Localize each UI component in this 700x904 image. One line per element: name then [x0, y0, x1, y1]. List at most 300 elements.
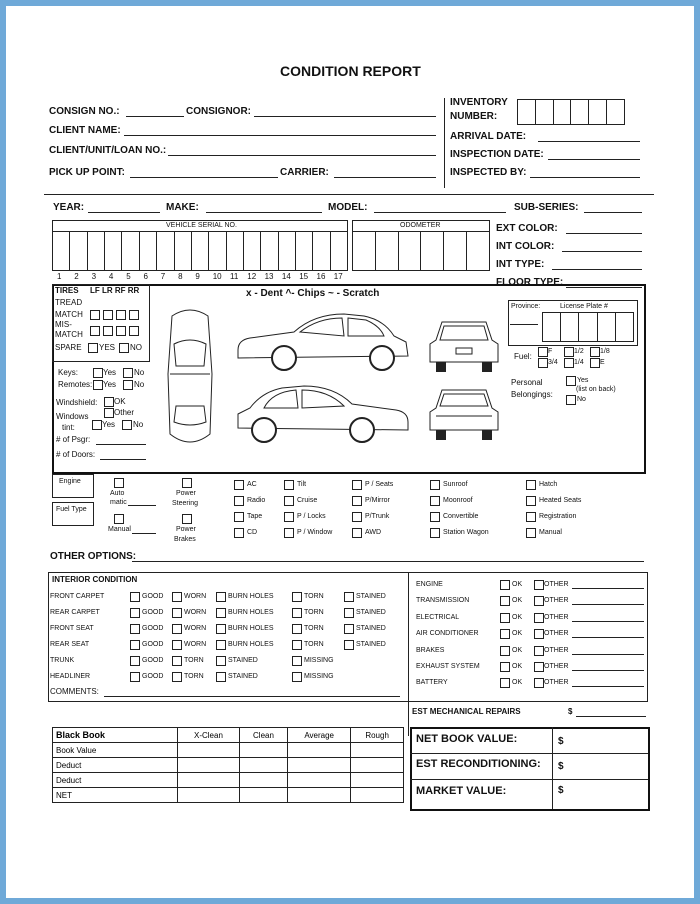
spare-yes-label: YES	[99, 343, 116, 352]
option-checkbox[interactable]	[284, 496, 294, 506]
spare-yes-checkbox[interactable]	[88, 343, 98, 353]
fuel-e-label: E	[600, 359, 605, 366]
page-title: CONDITION REPORT	[280, 63, 421, 79]
interior-option-label: BURN HOLES	[228, 609, 274, 616]
windshield-other-checkbox[interactable]	[104, 408, 114, 418]
sub-series-field[interactable]	[584, 212, 642, 213]
power-brakes-checkbox[interactable]	[182, 514, 192, 524]
tint-no-checkbox[interactable]	[122, 420, 132, 430]
interior-checkbox[interactable]	[172, 656, 182, 666]
fuel-f-label: F	[548, 348, 553, 355]
psgr-field[interactable]	[96, 444, 146, 445]
serial-number-label: 14	[281, 272, 291, 281]
fuel-34-label: 3/4	[548, 359, 558, 366]
interior-checkbox[interactable]	[172, 608, 182, 618]
matic-label: matic	[110, 499, 127, 506]
belongings-yes-checkbox[interactable]	[566, 376, 576, 386]
inspected-by-field[interactable]	[530, 177, 640, 178]
match-label: MATCH	[55, 310, 83, 319]
bb-cell[interactable]	[178, 743, 240, 758]
interior-option-label: GOOD	[142, 593, 164, 600]
pick-up-point-field[interactable]	[130, 177, 278, 178]
fuel-half-label: 1/2	[574, 348, 584, 355]
tint-yes-checkbox[interactable]	[92, 420, 102, 430]
serial-number-label: 13	[264, 272, 274, 281]
odometer-boxes[interactable]	[352, 231, 490, 271]
auto-checkbox[interactable]	[114, 478, 124, 488]
option-checkbox[interactable]	[234, 496, 244, 506]
match-rr-checkbox[interactable]	[129, 310, 139, 320]
manual-label: Manual	[108, 526, 131, 533]
bb-cell[interactable]	[239, 788, 287, 803]
mechanical-other-checkbox[interactable]	[534, 662, 544, 672]
bb-cell[interactable]	[351, 773, 404, 788]
interior-checkbox[interactable]	[216, 656, 226, 666]
client-unit-loan-field[interactable]	[168, 155, 436, 156]
mechanical-ok-label: OK	[512, 613, 523, 621]
ext-color-field[interactable]	[566, 233, 642, 234]
option-checkbox[interactable]	[352, 480, 362, 490]
option-checkbox[interactable]	[430, 528, 440, 538]
option-checkbox[interactable]	[526, 512, 536, 522]
fuel-label: Fuel:	[514, 352, 532, 361]
mechanical-ok-label: OK	[512, 630, 523, 638]
interior-row-label: FRONT SEAT	[50, 625, 94, 632]
bb-cell[interactable]	[288, 788, 351, 803]
remotes-no-label: No	[134, 380, 145, 389]
belongings-no-checkbox[interactable]	[566, 395, 576, 405]
model-label: MODEL:	[328, 202, 368, 213]
est-recon-label: EST RECONDITIONING:	[416, 758, 541, 770]
carrier-label: CARRIER:	[280, 167, 329, 178]
mechanical-other-label: OTHER	[544, 581, 569, 588]
net-book-dollar[interactable]: $	[558, 736, 564, 747]
option-label: Tilt	[297, 481, 307, 488]
option-label: Heated Seats	[539, 497, 582, 504]
serial-number-label: 9	[195, 272, 200, 281]
interior-checkbox[interactable]	[344, 608, 354, 618]
pick-up-point-label: PICK UP POINT:	[49, 167, 125, 178]
option-checkbox[interactable]	[430, 496, 440, 506]
mechanical-other-field[interactable]	[572, 654, 644, 655]
option-label: Registration	[539, 513, 577, 520]
interior-option-label: TORN	[304, 641, 324, 648]
car-left-side-icon	[234, 382, 412, 448]
spare-no-checkbox[interactable]	[119, 343, 129, 353]
interior-checkbox[interactable]	[216, 624, 226, 634]
keys-no-checkbox[interactable]	[123, 368, 133, 378]
fuel-e-checkbox[interactable]	[590, 358, 600, 368]
remotes-yes-checkbox[interactable]	[93, 380, 103, 390]
make-field[interactable]	[206, 212, 322, 213]
mechanical-ok-label: OK	[512, 646, 523, 654]
mechanical-ok-label: OK	[512, 663, 523, 670]
car-front-view-icon	[428, 318, 500, 374]
option-label: Cruise	[297, 497, 318, 504]
mechanical-other-checkbox[interactable]	[534, 678, 544, 688]
mechanical-other-field[interactable]	[572, 637, 644, 638]
bb-header-average: Average	[288, 728, 351, 743]
mechanical-other-field[interactable]	[572, 670, 644, 671]
interior-checkbox[interactable]	[216, 672, 226, 682]
option-checkbox[interactable]	[352, 512, 362, 522]
fuel-eighth-checkbox[interactable]	[590, 347, 600, 357]
inspection-date-field[interactable]	[548, 159, 640, 160]
mismatch-rr-checkbox[interactable]	[129, 326, 139, 336]
est-repairs-label: EST MECHANICAL REPAIRS	[412, 707, 521, 716]
fuel-14-checkbox[interactable]	[564, 358, 574, 368]
windshield-label: Windshield:	[56, 398, 98, 407]
power-brakes-label-1: Power	[176, 526, 196, 533]
mechanical-ok-label: OK	[512, 581, 523, 588]
fuel-eighth-label: 1/8	[600, 348, 610, 355]
tint-yes-label: Yes	[102, 420, 116, 429]
interior-option-label: TORN	[184, 657, 204, 664]
bb-row-label: Book Value	[53, 743, 178, 758]
serial-number-label: 11	[230, 272, 239, 281]
bb-cell[interactable]	[178, 788, 240, 803]
bb-cell[interactable]	[351, 788, 404, 803]
psgr-label: # of Psgr:	[56, 435, 91, 444]
mechanical-row-label: TRANSMISSION	[416, 597, 470, 605]
consign-no-field[interactable]	[126, 116, 184, 117]
interior-checkbox[interactable]	[130, 624, 140, 634]
interior-checkbox[interactable]	[344, 592, 354, 602]
bb-row-label: Deduct	[53, 773, 178, 788]
option-checkbox[interactable]	[352, 528, 362, 538]
inventory-label-1: INVENTORY	[450, 97, 508, 108]
arrival-date-field[interactable]	[538, 141, 640, 142]
interior-checkbox[interactable]	[344, 640, 354, 650]
mechanical-other-field[interactable]	[572, 621, 644, 622]
mechanical-ok-checkbox[interactable]	[500, 678, 510, 688]
option-label: Manual	[539, 529, 562, 536]
tint-label: tint:	[62, 423, 75, 432]
auto-field[interactable]	[128, 505, 156, 506]
tint-no-label: No	[133, 420, 144, 429]
damage-legend: x - Dent ^- Chips ~ - Scratch	[246, 288, 380, 299]
mechanical-ok-checkbox[interactable]	[500, 662, 510, 672]
interior-checkbox[interactable]	[130, 640, 140, 650]
fuel-34-checkbox[interactable]	[538, 358, 548, 368]
option-checkbox[interactable]	[284, 512, 294, 522]
consignor-field[interactable]	[254, 116, 436, 117]
keys-yes-checkbox[interactable]	[93, 368, 103, 378]
inventory-number-boxes[interactable]	[517, 99, 625, 125]
model-field[interactable]	[374, 212, 506, 213]
serial-number-label: 17	[333, 272, 343, 281]
interior-option-label: WORN	[184, 641, 207, 648]
interior-checkbox[interactable]	[216, 592, 226, 602]
interior-checkbox[interactable]	[292, 624, 302, 634]
interior-row-label: REAR SEAT	[50, 641, 90, 648]
manual-checkbox[interactable]	[114, 514, 124, 524]
serial-number-label: 2	[74, 272, 79, 281]
option-checkbox[interactable]	[526, 528, 536, 538]
belongings-label: Belongings:	[511, 390, 553, 399]
option-label: Radio	[247, 497, 266, 504]
mechanical-row-label: BRAKES	[416, 646, 445, 654]
bb-header-xclean: X-Clean	[178, 728, 240, 743]
interior-row-label: TRUNK	[50, 657, 75, 664]
option-label: P / Locks	[297, 513, 326, 520]
black-book-table	[52, 727, 404, 803]
bb-cell[interactable]	[288, 758, 351, 773]
mechanical-other-label: OTHER	[544, 663, 569, 670]
option-label: Moonroof	[443, 497, 473, 504]
market-label: MARKET VALUE:	[416, 785, 507, 797]
year-field[interactable]	[88, 212, 160, 213]
windows-label: Windows	[56, 412, 89, 421]
mechanical-other-checkbox[interactable]	[534, 580, 544, 590]
interior-option-label: GOOD	[142, 673, 164, 680]
option-label: P/Mirror	[365, 497, 390, 504]
mechanical-other-label: OTHER	[544, 679, 569, 687]
market-dollar[interactable]: $	[558, 785, 564, 796]
interior-checkbox[interactable]	[292, 608, 302, 618]
interior-checkbox[interactable]	[292, 672, 302, 682]
option-checkbox[interactable]	[526, 496, 536, 506]
bb-cell[interactable]	[351, 758, 404, 773]
totals-divider-1	[410, 753, 648, 754]
inspected-by-label: INSPECTED BY:	[450, 167, 527, 178]
match-lf-checkbox[interactable]	[90, 310, 100, 320]
interior-checkbox[interactable]	[292, 592, 302, 602]
option-label: CD	[247, 529, 258, 536]
other-options-field[interactable]	[132, 561, 644, 562]
interior-checkbox[interactable]	[172, 640, 182, 650]
interior-option-label: MISSING	[304, 657, 334, 664]
interior-checkbox[interactable]	[172, 672, 182, 682]
interior-title: INTERIOR CONDITION	[52, 575, 138, 584]
option-label: Tape	[247, 513, 263, 520]
option-label: AWD	[365, 529, 382, 536]
client-unit-loan-label: CLIENT/UNIT/LOAN NO.:	[49, 145, 167, 156]
interior-checkbox[interactable]	[216, 608, 226, 618]
car-right-side-icon	[234, 310, 412, 376]
windshield-ok-label: OK	[114, 397, 126, 406]
mechanical-ok-label: OK	[512, 679, 523, 687]
spare-label: SPARE	[55, 343, 82, 352]
bb-header-rough: Rough	[351, 728, 404, 743]
mismatch-lf-checkbox[interactable]	[90, 326, 100, 336]
serial-label: VEHICLE SERIAL NO.	[166, 222, 237, 229]
option-checkbox[interactable]	[430, 512, 440, 522]
option-checkbox[interactable]	[284, 528, 294, 538]
interior-option-label: BURN HOLES	[228, 625, 274, 632]
serial-number-label: 8	[178, 272, 183, 281]
mechanical-other-checkbox[interactable]	[534, 613, 544, 623]
interior-option-label: GOOD	[142, 609, 164, 616]
mismatch-lr-checkbox[interactable]	[103, 326, 113, 336]
arrival-date-label: ARRIVAL DATE:	[450, 131, 527, 142]
est-recon-dollar[interactable]: $	[558, 761, 564, 772]
interior-option-label: GOOD	[142, 657, 164, 664]
keys-yes-label: Yes	[103, 368, 117, 377]
match-rf-checkbox[interactable]	[116, 310, 126, 320]
interior-row-label: HEADLINER	[50, 673, 91, 680]
client-name-field[interactable]	[124, 135, 436, 136]
interior-option-label: WORN	[184, 625, 207, 632]
mechanical-ok-checkbox[interactable]	[500, 629, 510, 639]
bb-cell[interactable]	[351, 743, 404, 758]
interior-row-label: FRONT CARPET	[50, 593, 105, 600]
mechanical-row-label: BATTERY	[416, 679, 448, 687]
license-plate-label: License Plate #	[560, 303, 608, 310]
mechanical-row-label: AIR CONDITIONER	[416, 630, 479, 638]
condition-report-page	[6, 6, 694, 898]
power-steering-label-2: Steering	[172, 500, 199, 507]
mis-label: MIS-	[55, 320, 72, 329]
mechanical-other-checkbox[interactable]	[534, 596, 544, 606]
sub-series-label: SUB-SERIES:	[514, 202, 579, 213]
inventory-label-2: NUMBER:	[450, 111, 498, 122]
serial-number-boxes[interactable]	[52, 231, 348, 271]
mechanical-row-label: ENGINE	[416, 581, 443, 588]
interior-option-label: BURN HOLES	[228, 593, 274, 600]
serial-number-label: 5	[126, 272, 131, 281]
mechanical-other-checkbox[interactable]	[534, 646, 544, 656]
interior-option-label: TORN	[184, 673, 204, 680]
mechanical-other-checkbox[interactable]	[534, 629, 544, 639]
interior-option-label: STAINED	[356, 625, 386, 632]
mechanical-ok-checkbox[interactable]	[500, 646, 510, 656]
bb-cell[interactable]	[288, 743, 351, 758]
interior-option-label: STAINED	[356, 609, 386, 616]
mismatch-rf-checkbox[interactable]	[116, 326, 126, 336]
interior-checkbox[interactable]	[292, 640, 302, 650]
option-checkbox[interactable]	[352, 496, 362, 506]
serial-number-label: 4	[108, 272, 114, 281]
interior-checkbox[interactable]	[130, 592, 140, 602]
interior-checkbox[interactable]	[344, 624, 354, 634]
bb-row-label: NET	[53, 788, 178, 803]
interior-option-label: TORN	[304, 625, 324, 632]
bb-cell[interactable]	[178, 758, 240, 773]
option-checkbox[interactable]	[284, 480, 294, 490]
serial-number-label: 15	[299, 272, 309, 281]
interior-checkbox[interactable]	[172, 592, 182, 602]
serial-number-label: 16	[316, 272, 326, 281]
bb-cell[interactable]	[239, 758, 287, 773]
match-lr-checkbox[interactable]	[103, 310, 113, 320]
interior-checkbox[interactable]	[292, 656, 302, 666]
mechanical-ok-label: OK	[512, 597, 523, 605]
est-repairs-field[interactable]	[576, 716, 646, 717]
est-repairs-dollar: $	[568, 707, 573, 716]
manual-field[interactable]	[132, 533, 156, 534]
inspection-date-label: INSPECTION DATE:	[450, 149, 544, 160]
keys-label: Keys:	[58, 368, 79, 377]
remotes-no-checkbox[interactable]	[123, 380, 133, 390]
option-label: AC	[247, 481, 257, 488]
option-checkbox[interactable]	[234, 528, 244, 538]
serial-number-label: 3	[91, 272, 97, 281]
windshield-ok-checkbox[interactable]	[104, 397, 114, 407]
list-on-back-label: (list on back)	[576, 386, 616, 393]
option-label: Station Wagon	[443, 529, 489, 536]
license-plate-boxes[interactable]	[542, 312, 634, 342]
interior-checkbox[interactable]	[130, 672, 140, 682]
mechanical-other-field[interactable]	[572, 604, 644, 605]
mechanical-other-field[interactable]	[572, 686, 644, 687]
car-top-view-icon	[162, 304, 218, 454]
bb-cell[interactable]	[239, 743, 287, 758]
option-checkbox[interactable]	[234, 480, 244, 490]
serial-number-label: 12	[247, 272, 257, 281]
comments-field[interactable]	[104, 696, 400, 697]
mechanical-ok-checkbox[interactable]	[500, 580, 510, 590]
bb-cell[interactable]	[239, 773, 287, 788]
fuel-half-checkbox[interactable]	[564, 347, 574, 357]
bb-header-clean: Clean	[239, 728, 287, 743]
mechanical-other-label: OTHER	[544, 613, 569, 621]
serial-number-label: 1	[57, 272, 62, 281]
totals-divider-2	[410, 779, 648, 780]
consignor-label: CONSIGNOR:	[186, 106, 251, 117]
mechanical-row-label: ELECTRICAL	[416, 613, 460, 621]
int-type-field[interactable]	[552, 269, 642, 270]
bb-cell[interactable]	[288, 773, 351, 788]
interior-option-label: BURN HOLES	[228, 641, 274, 648]
interior-option-label: WORN	[184, 593, 207, 600]
fuel-f-checkbox[interactable]	[538, 347, 548, 357]
belongings-no-label: No	[577, 396, 586, 403]
option-label: P / Seats	[365, 481, 394, 488]
personal-label: Personal	[511, 378, 543, 387]
interior-option-label: GOOD	[142, 641, 164, 648]
interior-option-label: STAINED	[228, 657, 258, 664]
interior-option-label: GOOD	[142, 625, 164, 632]
option-checkbox[interactable]	[234, 512, 244, 522]
doors-field[interactable]	[100, 459, 146, 460]
bb-cell[interactable]	[178, 773, 240, 788]
interior-option-label: TORN	[304, 593, 324, 600]
int-color-label: INT COLOR:	[496, 241, 555, 252]
mechanical-ok-checkbox[interactable]	[500, 613, 510, 623]
year-label: YEAR:	[53, 202, 85, 213]
comments-label: COMMENTS:	[50, 687, 99, 696]
option-checkbox[interactable]	[430, 480, 440, 490]
mis-match-label: MATCH	[55, 330, 83, 339]
mechanical-other-field[interactable]	[572, 588, 644, 589]
tread-label: TREAD	[55, 298, 83, 307]
power-steering-checkbox[interactable]	[182, 478, 192, 488]
province-field[interactable]	[510, 324, 538, 325]
tire-columns: LF LR RF RR	[90, 286, 140, 295]
spare-no-label: NO	[130, 343, 142, 352]
interior-checkbox[interactable]	[130, 656, 140, 666]
interior-option-label: WORN	[184, 609, 207, 616]
tires-label: TIRES	[55, 286, 79, 295]
interior-checkbox[interactable]	[216, 640, 226, 650]
net-book-label: NET BOOK VALUE:	[416, 733, 518, 745]
consign-no-label: CONSIGN NO.:	[49, 106, 120, 117]
carrier-field[interactable]	[334, 177, 436, 178]
interior-checkbox[interactable]	[130, 608, 140, 618]
mechanical-ok-checkbox[interactable]	[500, 596, 510, 606]
option-checkbox[interactable]	[526, 480, 536, 490]
totals-divider-v	[552, 727, 553, 809]
mechanical-other-label: OTHER	[544, 630, 569, 638]
int-color-field[interactable]	[562, 251, 642, 252]
option-label: P / Window	[297, 529, 333, 536]
interior-checkbox[interactable]	[172, 624, 182, 634]
province-label: Province:	[511, 303, 541, 310]
car-rear-view-icon	[428, 386, 500, 442]
condition-divider	[408, 572, 409, 736]
interior-option-label: MISSING	[304, 673, 334, 680]
